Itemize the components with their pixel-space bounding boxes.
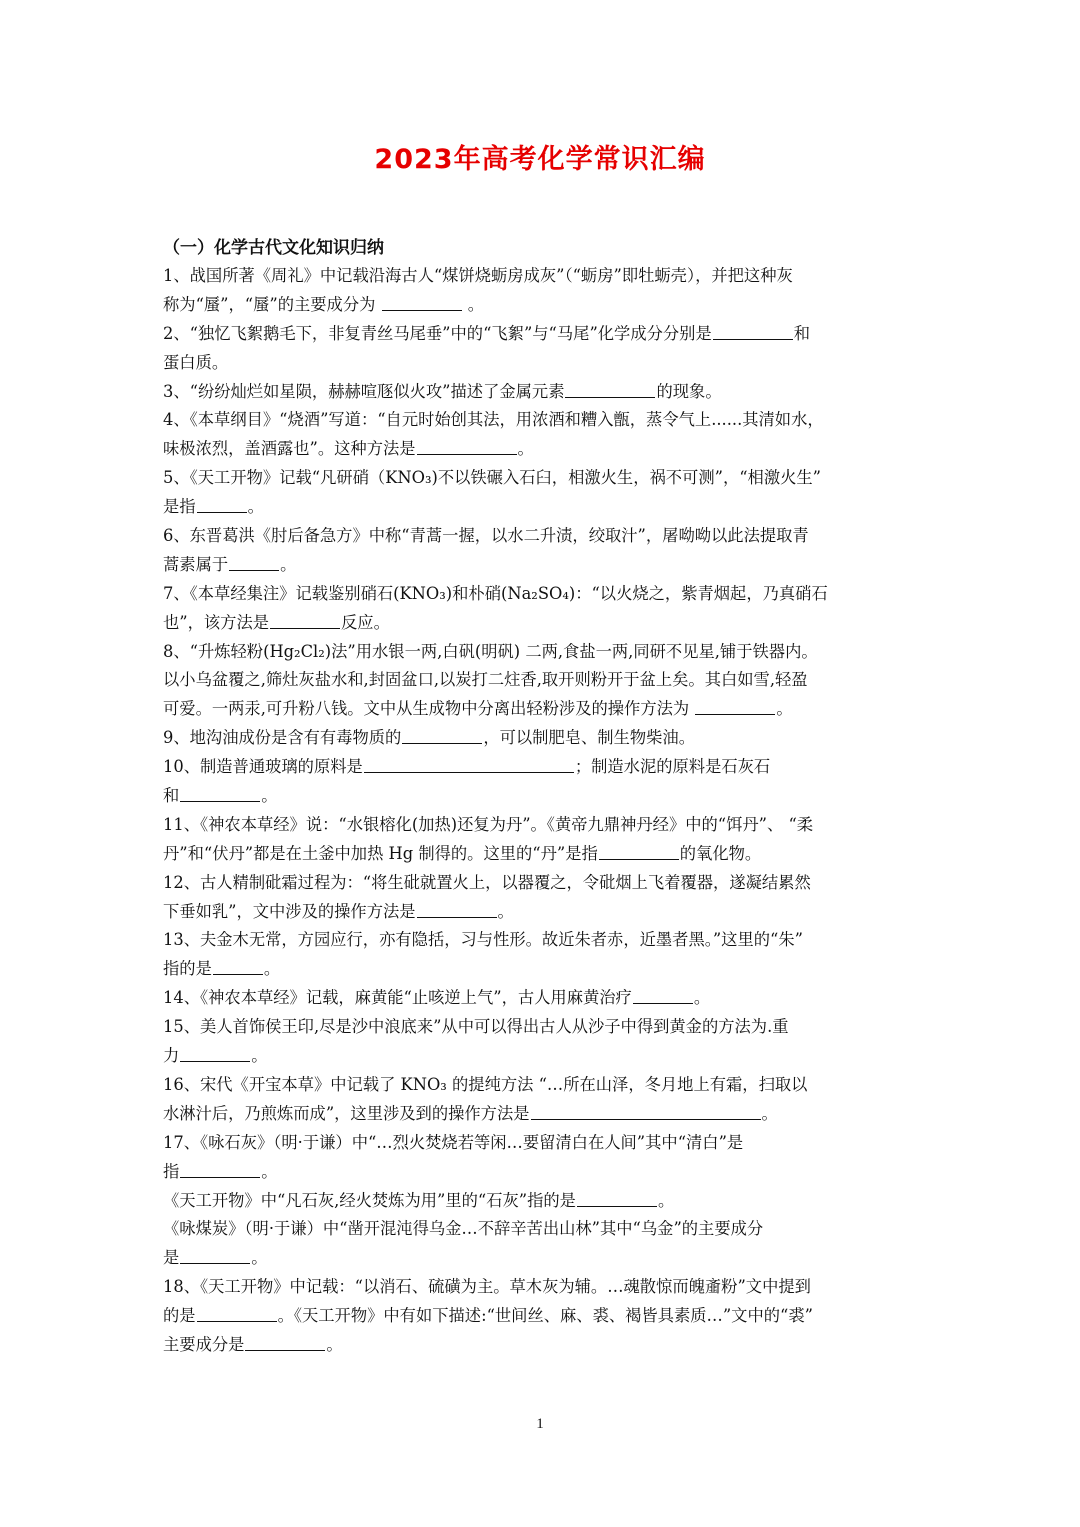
answer-blank[interactable] [531,1100,761,1120]
answer-blank[interactable] [382,291,462,311]
text-line: 12、古人精制砒霜过程为：“将生砒就置火上，以器覆之，令砒烟上飞着覆器，遂凝结累然 [163,872,811,892]
section-heading: （一）化学古代文化知识归纳 [163,238,384,258]
answer-blank[interactable] [245,1331,325,1351]
text-line: 2、“独忆飞絮鹅毛下，非复青丝马尾垂”中的“飞絮”与“马尾”化学成分分别是 和 [163,320,915,349]
text-line: 4、《本草纲目》“烧酒”写道：“自元时始创其法，用浓酒和糟入甑，蒸令气上......其清如水， [163,410,824,430]
answer-blank[interactable] [599,840,679,860]
text-line: 下垂如乳”，文中涉及的操作方法是 。 [163,898,915,927]
answer-blank[interactable] [565,378,655,398]
text-line: 主要成分是 。 [163,1331,915,1360]
answer-blank[interactable] [633,984,693,1004]
text-line: 以小乌盆覆之,筛灶灰盐水和,封固盆口,以炭打二炷香,取开则粉开于盆上矣。其白如雪,轻盈 [163,670,808,690]
answer-blank[interactable] [180,1158,260,1178]
text-line: 蛋白质。 [163,352,229,372]
text-line: 5、《天工开物》记载“凡研硝（KNO₃)不以铁碾入石臼，相激火生，祸不可测”，“相激火生” [163,468,821,488]
question-body [163,262,915,1360]
answer-blank[interactable] [197,493,247,513]
text-line: 味极浓烈，盖酒露也”。这种方法是 。 [163,435,915,464]
answer-blank[interactable] [402,724,482,744]
text-line: 11、《神农本草经》说：“水银榕化(加热)还复为丹”。《黄帝九鼎神丹经》中的“饵丹”、 “柔 [163,814,814,834]
answer-blank[interactable] [180,1244,250,1264]
answer-blank[interactable] [577,1187,657,1207]
text-line: 18、《天工开物》中记载：“以消石、硫磺为主。草木灰为辅。…魂散惊而魄齑粉”文中提到 [163,1277,811,1297]
text-line: 是指 。 [163,493,915,522]
answer-blank[interactable] [417,898,497,918]
answer-blank[interactable] [180,782,260,802]
text-line: 15、美人首饰侯王印,尽是沙中浪底来”从中可以得出古人从沙子中得到黄金的方法为.重 [163,1017,789,1037]
text-line: 称为“蜃”，“蜃”的主要成分为 。 [163,291,915,320]
text-line: 17、《咏石灰》（明·于谦）中“…烈火焚烧若等闲…要留清白在人间”其中“清白”是 [163,1132,744,1152]
text-line: 也”，该方法是 反应。 [163,609,915,638]
answer-blank[interactable] [197,1302,277,1322]
text-line: 6、东晋葛洪《肘后备急方》中称“青蒿一握，以水二升渍，绞取汁”，屠呦呦以此法提取青 [163,526,809,546]
text-line: 可爱。一两汞,可升粉八钱。文中从生成物中分离出轻粉涉及的操作方法为 。 [163,695,915,724]
text-line: 16、宋代《开宝本草》中记载了 KNO₃ 的提纯方法 “…所在山泽，冬月地上有霜，扫取以 [163,1074,808,1094]
text-line: 是 。 [163,1244,915,1273]
text-line: 1、战国所著《周礼》中记载沿海古人“煤饼烧蛎房成灰”（“蛎房”即牡蛎壳），并把这种灰 [163,266,793,285]
text-line: 《天工开物》中“凡石灰,经火焚炼为用”里的“石灰”指的是 。 [163,1187,915,1216]
text-line: 蒿素属于 。 [163,551,915,580]
answer-blank[interactable] [180,1042,250,1062]
answer-blank[interactable] [364,753,574,773]
text-line: 10、制造普通玻璃的原料是 ；制造水泥的原料是石灰石 [163,753,915,782]
answer-blank[interactable] [417,435,517,455]
answer-blank[interactable] [213,955,263,975]
text-line: 13、夫金木无常，方园应行，亦有隐括，习与性形。故近朱者赤，近墨者黑。”这里的“朱” [163,930,803,950]
text-line: 14、《神农本草经》记载，麻黄能“止咳逆上气”，古人用麻黄治疗 。 [163,984,915,1013]
text-line: 的是 。《天工开物》中有如下描述:“世间丝、麻、裘、褐皆具素质…”文中的“裘” [163,1302,915,1331]
answer-blank[interactable] [713,320,793,340]
text-line: 力 。 [163,1042,915,1071]
text-line: 3、“纷纷灿烂如星陨，赫赫喧豗似火攻”描述了金属元素 的现象。 [163,378,915,407]
text-line: 丹”和“伏丹”都是在土釜中加热 Hg 制得的。这里的“丹”是指 的氧化物。 [163,840,915,869]
text-line: 指的是 。 [163,955,915,984]
answer-blank[interactable] [229,551,279,571]
text-line: 7、《本草经集注》记载鉴别硝石(KNO₃)和朴硝(Na₂SO₄)：“以火烧之，紫青烟起，乃真硝石 [163,583,828,603]
document-title: 2023年高考化学常识汇编 [374,144,706,175]
answer-blank[interactable] [270,609,340,629]
page-number: 1 [536,1416,544,1432]
text-line: 水淋汁后，乃煎炼而成”，这里涉及到的操作方法是 。 [163,1100,915,1129]
answer-blank[interactable] [695,695,775,715]
text-line: 9、地沟油成份是含有有毒物质的 ，可以制肥皂、制生物柴油。 [163,724,915,753]
text-line: 和 。 [163,782,915,811]
text-line: 指 。 [163,1158,915,1187]
text-line: 《咏煤炭》（明·于谦）中“凿开混沌得乌金…不辞辛苦出山林”其中“乌金”的主要成分 [163,1219,764,1239]
text-line: 8、“升炼轻粉(Hg₂Cl₂)法”用水银一两,白矾(明矾) 二两,食盐一两,同研不见星,铺于铁器内。 [163,641,818,661]
